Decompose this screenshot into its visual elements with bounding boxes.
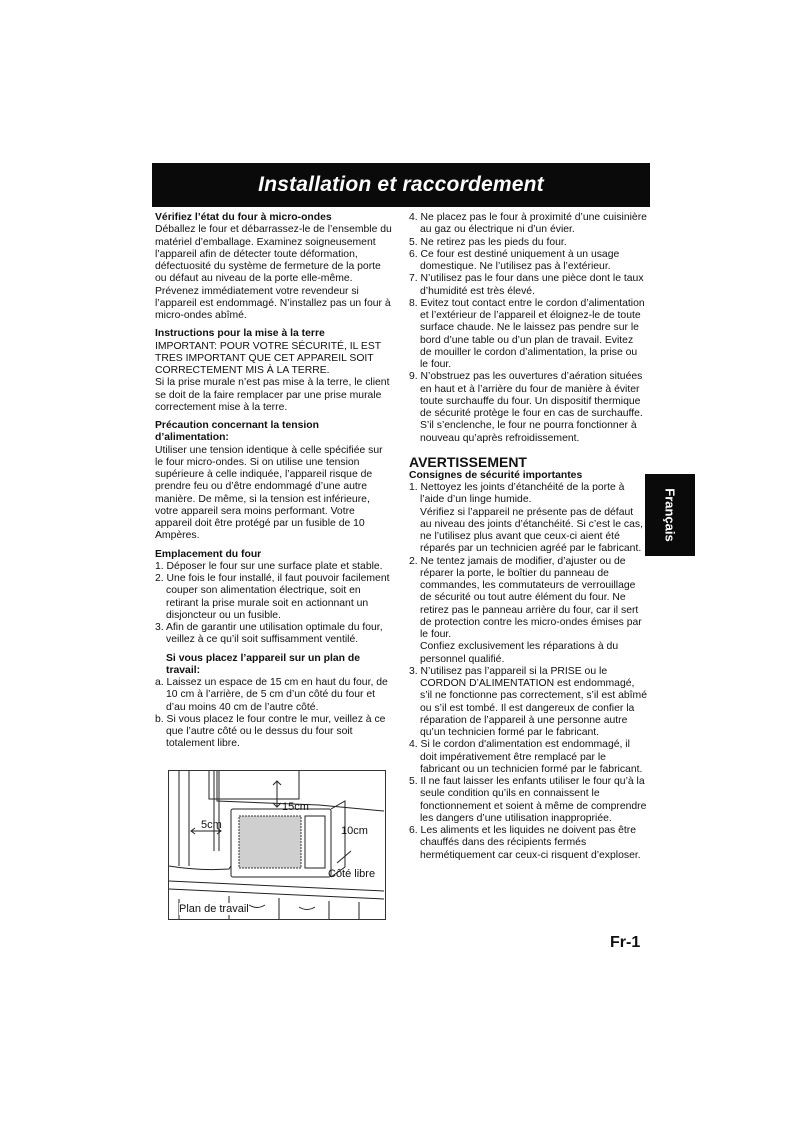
section-body: Déballez le four et débarrassez-le de l’ensemble du matériel d’emballage. Examinez soigneusement l’appareil afin de détecter toute déformation, défectuosité du système de fermeture de la porte ou défaut au niveau de la porte elle-même. Prévenez immédiatement votre revendeur si l’appareil est endommagé. N’installez pas un four à micro-ondes abîmé. bbox=[155, 224, 392, 321]
list-item: 4. Ne placez pas le four à proximité d’une cuisinière au gaz ou électrique ni d’un évier. bbox=[409, 212, 647, 236]
installation-diagram bbox=[168, 770, 386, 920]
list-item-text: 2. Ne tentez jamais de modifier, d’ajuster ou de réparer la porte, le boîtier du panneau de commandes, les commutateurs de verrouillage de sécurité ou tout autre élément du four. Ne retirez pas le panneau arrière du four, car il sert de protection contre les micro-ondes émises par le four. bbox=[409, 555, 642, 640]
list-item bbox=[409, 556, 647, 666]
list-item: 5. Il ne faut laisser les enfants utiliser le four qu’à la seule condition qu’ils en connaissent le fonctionnement et soient à même de comprendre les dangers d’une utilisation inappropriée. bbox=[409, 776, 647, 824]
list-item: a. Laissez un espace de 15 cm en haut du four, de 10 cm à l’arrière, de 5 cm d’un côté du four et d’au moins 40 cm de l’autre côté. bbox=[155, 677, 388, 713]
list-item: 3. N’utilisez pas l’appareil si la PRISE ou le CORDON D’ALIMENTATION est endommagé, s’il ne fonctionne pas correctement, s’il est abîmé ou s’il est tombé. Il est dangereux de confier la réparation de l’appareil à une personne autre qu’un technicien formé par le fabricant. bbox=[409, 665, 647, 738]
section-body: Si la prise murale n’est pas mise à la terre, le client se doit de la faire remplacer par une prise murale correctement mise à la terre. bbox=[155, 377, 390, 413]
list-item: 9. N’obstruez pas les ouvertures d’aération situées en haut et à l’arrière du four de manière à éviter toute surchauffe du four. Un dispositif thermique de sécurité protège le four en cas de surchauffe. S’il s’enclenche, le four ne pourra fonctionner à nouveau qu’après refroidissement. bbox=[409, 371, 643, 444]
section-grounding bbox=[155, 328, 393, 414]
list-item-text: 1. Nettoyez les joints d’étanchéité de la porte à l’aide d’un linge humide. bbox=[409, 482, 625, 506]
warning-subheading: Consignes de sécurité importantes bbox=[409, 469, 583, 481]
side-clearance-label: 5cm bbox=[201, 819, 222, 831]
free-side-label: Côté libre bbox=[328, 868, 376, 880]
title-bar bbox=[152, 163, 650, 207]
list-item: 1. Déposer le four sur une surface plate et stable. bbox=[155, 560, 383, 572]
section-worktop bbox=[155, 653, 393, 751]
section-heading: Précaution concernant la tension d’alimentation: bbox=[155, 420, 319, 444]
list-item: 6. Les aliments et les liquides ne doivent pas être chauffés dans des récipients fermés hermétiquement car ceux-ci risquent d’exploser. bbox=[409, 825, 641, 861]
language-tab bbox=[645, 474, 695, 556]
list-item: 4. Si le cordon d'alimentation est endommagé, il doit impérativement être remplacé par le fabricant ou un technicien formé par le fabricant. bbox=[409, 739, 643, 775]
section-heading: Emplacement du four bbox=[155, 548, 262, 560]
worktop-label: Plan de travail bbox=[179, 903, 249, 915]
section-body: Utiliser une tension identique à celle spécifiée sur le four micro-ondes. Si on utilise une tension supérieure à celle indiquée, l’appareil risque de prendre feu ou d’être endommagé d’une autre manière. De même, si la tension est inférieure, votre appareil sera moins performant. Votre appareil doit être protégé par un fusible de 10 Ampères. bbox=[155, 444, 383, 542]
list-item-continuation: Vérifiez si l’appareil ne présente pas de défaut au niveau des joints d’étanchéité. Si c’est le cas, ne l’utilisez plus avant que ceux-ci aient été réparés par un technicien agréé par le fabricant. bbox=[420, 506, 643, 555]
section-voltage bbox=[155, 420, 393, 543]
list-item: 7. N’utilisez pas le four dans une pièce dont le taux d’humidité est très élevé. bbox=[409, 273, 644, 297]
list-item: b. Si vous placez le four contre le mur, veillez à ce que l’autre côté ou le dessus du four soit totalement libre. bbox=[155, 713, 386, 750]
list-item: 6. Ce four est destiné uniquement à un usage domestique. Ne l’utilisez pas à l’extérieur. bbox=[409, 248, 620, 272]
list-item: 3. Afin de garantir une utilisation optimale du four, veillez à ce qu’il soit suffisamment ventilé. bbox=[155, 622, 383, 646]
kitchen-illustration bbox=[169, 771, 385, 919]
grounding-warning: IMPORTANT: POUR VOTRE SÉCURITÉ, IL EST TRES IMPORTANT QUE CET APPAREIL SOIT CORRECTEMENT MIS À LA TERRE. bbox=[155, 340, 381, 376]
page-number: Fr-1 bbox=[610, 934, 641, 951]
section-heading: Instructions pour la mise à la terre bbox=[155, 328, 325, 340]
page-title: Installation et raccordement bbox=[258, 173, 544, 196]
section-heading: Si vous placez l’appareil sur un plan de travail: bbox=[166, 652, 361, 676]
section-check-oven bbox=[155, 212, 393, 322]
right-column bbox=[409, 212, 647, 862]
language-tab-label: Français bbox=[662, 488, 678, 542]
list-item: 2. Une fois le four installé, il faut pouvoir facilement couper son alimentation électrique, soit en retirant la prise murale soit en actionnant un disjoncteur ou un fusible. bbox=[155, 573, 390, 621]
top-clearance-label: 15cm bbox=[282, 801, 309, 813]
left-column bbox=[155, 212, 393, 757]
warning-heading: AVERTISSEMENT bbox=[409, 453, 527, 470]
section-heading: Vérifiez l’état du four à micro-ondes bbox=[155, 212, 332, 223]
back-clearance-label: 10cm bbox=[341, 825, 368, 837]
list-item-continuation: Confiez exclusivement les réparations à du personnel qualifié. bbox=[420, 641, 619, 665]
list-item: 5. Ne retirez pas les pieds du four. bbox=[409, 236, 567, 248]
list-item bbox=[409, 482, 647, 556]
section-location bbox=[155, 549, 393, 647]
list-item: 8. Evitez tout contact entre le cordon d’alimentation et l’extérieur de l’appareil et éloignez-le de toute surface chaude. Ne le laissez pas pendre sur le bord d’une table ou d’un plan de travail. Evitez de mouiller le cordon d’alimentation, la prise ou le four. bbox=[409, 297, 645, 370]
